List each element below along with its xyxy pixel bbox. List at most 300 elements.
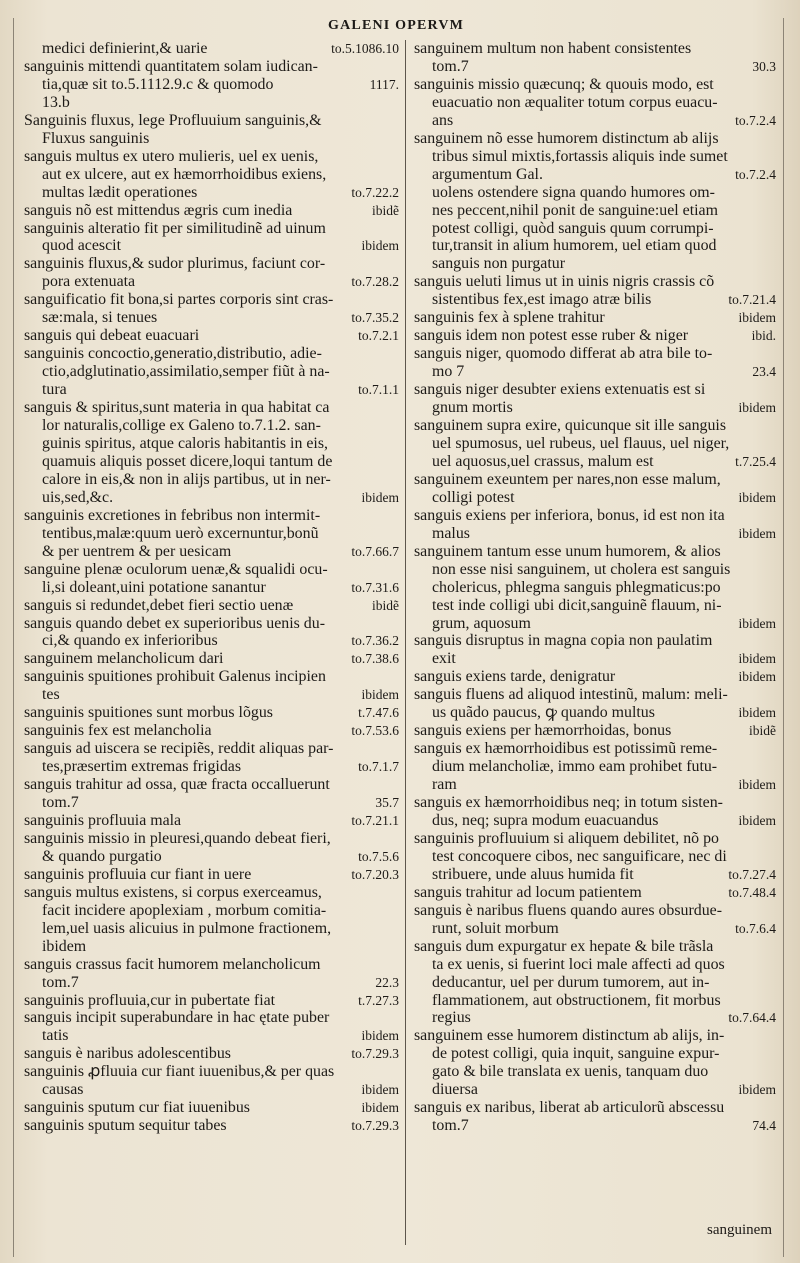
entry-reference: ibidem	[738, 400, 776, 416]
entry-text: causas	[42, 1081, 84, 1099]
entry-reference: to.7.35.2	[351, 310, 399, 326]
entry-reference: ibidem	[738, 812, 776, 828]
entry-text: sanguinis excretiones in febribus non intermit-	[24, 506, 321, 524]
index-line	[414, 399, 776, 417]
entry-reference	[393, 561, 399, 579]
entry-reference	[770, 471, 776, 489]
index-entry	[24, 1045, 399, 1063]
index-entry	[24, 58, 399, 112]
entry-text: sanguis è naribus fluens quando aures obsurdue-	[414, 901, 723, 919]
entry-reference	[770, 686, 776, 704]
entry-reference: to.7.21.1	[351, 812, 399, 828]
entry-text: potest colligi, quòd sanguis quum corrumpi-	[432, 219, 714, 237]
index-line	[24, 1081, 399, 1099]
entry-text: tom.7	[42, 794, 79, 812]
entry-text: sanguis nõ est mittendus ægris cum inedia	[24, 201, 293, 219]
entry-reference	[770, 902, 776, 920]
entry-text: exit	[432, 650, 456, 668]
entry-reference	[770, 632, 776, 650]
index-line	[414, 507, 776, 525]
entry-text: sanguinis mittendi quantitatem solam iudican-	[24, 57, 318, 75]
index-line	[414, 920, 776, 938]
index-line	[24, 40, 399, 58]
entry-text: sanguinis fluxus,& sudor plurimus, faciunt cor-	[24, 255, 326, 273]
index-line	[414, 740, 776, 758]
index-entry	[414, 417, 776, 471]
entry-text: deducantur, uel per durum tumorem, aut in-	[432, 973, 710, 991]
index-entry	[414, 507, 776, 543]
index-line	[24, 686, 399, 704]
index-line	[24, 579, 399, 597]
entry-text: & quando purgatio	[42, 847, 162, 865]
entry-reference	[770, 435, 776, 453]
entry-text: dium melancholiæ, immo eam prohibet futu-	[432, 758, 718, 776]
index-entry	[414, 830, 776, 884]
running-title: GALENI OPERVM	[328, 18, 465, 33]
index-column-left	[24, 40, 399, 1253]
index-line	[414, 381, 776, 399]
entry-reference	[393, 668, 399, 686]
index-line	[414, 58, 776, 76]
entry-reference	[770, 40, 776, 58]
index-entry	[24, 1117, 399, 1135]
index-entry	[414, 471, 776, 507]
index-entry	[24, 399, 399, 507]
index-line	[24, 435, 399, 453]
entry-reference	[770, 202, 776, 220]
index-line	[414, 758, 776, 776]
entry-reference	[393, 920, 399, 938]
entry-text: aut ex ulcere, aut ex hæmorrhoidibus exiens,	[42, 165, 327, 183]
entry-text: sanguis non purgatur	[432, 255, 565, 273]
index-line	[24, 1117, 399, 1135]
entry-text: sanguinis alteratio fit per similitudinẽ ad uinum	[24, 219, 326, 237]
index-entry	[24, 668, 399, 704]
index-line	[24, 507, 399, 525]
entry-reference: to.7.64.4	[728, 1010, 776, 1026]
entry-text: sanguis fluens ad aliquod intestinũ, malum: meli-	[414, 686, 728, 704]
entry-reference: to.7.48.4	[728, 884, 776, 900]
index-line	[24, 650, 399, 668]
entry-reference: to.7.27.4	[728, 866, 776, 882]
index-entry	[414, 543, 776, 633]
index-line	[24, 166, 399, 184]
entry-text: sanguinem supra exire, quicunque sit ille sanguis	[414, 417, 727, 435]
index-line	[414, 237, 776, 255]
entry-text: sanguis exiens per hæmorrhoidas, bonus	[414, 722, 672, 740]
entry-text: us quãdo paucus, ꝙ quando multus	[432, 704, 655, 722]
entry-text: sanguis qui debeat euacuari	[24, 327, 200, 345]
entry-reference	[393, 902, 399, 920]
index-column-right	[414, 40, 776, 1253]
index-entry	[24, 956, 399, 992]
entry-reference: ibidem	[361, 1028, 399, 1044]
index-line	[414, 615, 776, 633]
entry-reference: to.7.38.6	[351, 651, 399, 667]
index-line	[24, 974, 399, 992]
entry-text: pora extenuata	[42, 273, 136, 291]
entry-text: ram	[432, 776, 457, 794]
entry-text: tatis	[42, 1027, 69, 1045]
entry-reference	[393, 740, 399, 758]
index-line	[414, 489, 776, 507]
index-line	[414, 668, 776, 686]
index-line	[414, 650, 776, 668]
index-line	[414, 202, 776, 220]
index-entry	[24, 40, 399, 58]
index-line	[24, 1063, 399, 1081]
entry-reference	[393, 615, 399, 633]
index-line	[24, 489, 399, 507]
index-line	[24, 758, 399, 776]
entry-reference: to.7.31.6	[351, 579, 399, 595]
entry-text: sanguis trahitur ad ossa, quæ fracta occalluerunt	[24, 776, 330, 794]
index-line	[414, 1027, 776, 1045]
entry-reference	[770, 956, 776, 974]
index-line	[24, 309, 399, 327]
entry-text: sanguis ad uiscera se recipiẽs, reddit aliquas par-	[24, 740, 334, 758]
index-line	[414, 184, 776, 202]
index-line	[24, 76, 399, 94]
index-line	[24, 453, 399, 471]
entry-text: sanguis & spiritus,sunt materia in qua habitat ca	[24, 399, 330, 417]
entry-text: sanguis exiens per inferiora, bonus, id est non ita	[414, 506, 725, 524]
entry-reference	[770, 1063, 776, 1081]
entry-text: & per uentrem & per uesicam	[42, 542, 232, 560]
entry-reference	[770, 345, 776, 363]
index-line	[414, 686, 776, 704]
entry-reference: to.7.2.4	[735, 166, 776, 182]
index-line	[24, 291, 399, 309]
entry-reference	[770, 417, 776, 435]
index-line	[414, 722, 776, 740]
index-line	[414, 543, 776, 561]
index-line	[24, 220, 399, 238]
entry-text: Sanguinis fluxus, lege Profluuium sanguinis,&	[24, 111, 322, 129]
entry-text: sanguis disruptus in magna copia non paulatim	[414, 632, 713, 650]
index-line	[24, 381, 399, 399]
entry-text: sanguis ex hæmorrhoidibus neq; in totum sisten-	[414, 794, 723, 812]
entry-text: flammationem, aut obstructionem, fit morbus	[432, 991, 721, 1009]
index-line	[24, 902, 399, 920]
entry-reference	[770, 758, 776, 776]
index-entry	[24, 722, 399, 740]
entry-text: sanguinis sputum cur fiat iuuenibus	[24, 1099, 250, 1117]
entry-text: lem,uel uasis alicuius in pulmone fractionem,	[42, 919, 332, 937]
index-line	[414, 1081, 776, 1099]
index-line	[414, 76, 776, 94]
index-line	[24, 920, 399, 938]
entry-reference: ibidem	[738, 651, 776, 667]
entry-text: ctio,adglutinatio,assimilatio,semper fiũt à na-	[42, 363, 330, 381]
entry-text: sanguis crassus facit humorem melancholicum	[24, 955, 321, 973]
index-line	[414, 255, 776, 273]
entry-text: tia,quæ sit to.5.1112.9.c & quomodo	[42, 75, 274, 93]
entry-reference	[770, 507, 776, 525]
left-margin-rule	[13, 18, 14, 1257]
index-line	[24, 202, 399, 220]
entry-text: sanguinis missio quæcunq; & quouis modo, est	[414, 75, 714, 93]
index-line	[414, 1009, 776, 1027]
index-entry	[24, 202, 399, 220]
index-entry	[24, 1099, 399, 1117]
entry-reference: to.7.5.6	[358, 848, 399, 864]
index-line	[24, 94, 399, 112]
entry-reference	[393, 525, 399, 543]
entry-text: guinis spiritus, atque caloris habitantis in eis,	[42, 434, 328, 452]
index-entry	[414, 740, 776, 794]
index-line	[414, 435, 776, 453]
entry-reference	[393, 830, 399, 848]
index-entry	[24, 507, 399, 561]
index-line	[414, 812, 776, 830]
index-line	[24, 668, 399, 686]
index-line	[414, 130, 776, 148]
index-entry	[414, 794, 776, 830]
entry-reference	[770, 184, 776, 202]
index-line	[24, 866, 399, 884]
entry-reference	[393, 220, 399, 238]
entry-reference	[393, 1009, 399, 1027]
index-line	[414, 830, 776, 848]
index-line	[24, 345, 399, 363]
index-entry	[414, 722, 776, 740]
index-entry	[414, 309, 776, 327]
index-line	[414, 94, 776, 112]
entry-text: sanguis incipit superabundare in hac ętate puber	[24, 1009, 330, 1027]
index-entry	[24, 615, 399, 651]
index-line	[24, 58, 399, 76]
entry-reference	[393, 938, 399, 956]
index-line	[414, 1063, 776, 1081]
index-line	[414, 561, 776, 579]
entry-reference: ibidem	[361, 687, 399, 703]
entry-text: sanguis idem non potest esse ruber & niger	[414, 327, 689, 345]
index-entry	[24, 1009, 399, 1045]
entry-reference	[393, 1063, 399, 1081]
entry-text: lor naturalis,collige ex Galeno to.7.1.2. san-	[42, 417, 321, 435]
index-line	[414, 273, 776, 291]
index-entry	[414, 327, 776, 345]
entry-text: malus	[432, 524, 470, 542]
index-line	[414, 974, 776, 992]
entry-reference	[770, 848, 776, 866]
entry-text: tura	[42, 381, 67, 399]
entry-text: Fluxus sanguinis	[42, 129, 150, 147]
entry-reference: t.7.25.4	[735, 453, 776, 469]
entry-reference	[770, 938, 776, 956]
index-line	[24, 938, 399, 956]
entry-reference	[770, 597, 776, 615]
entry-reference	[393, 363, 399, 381]
index-entry	[414, 668, 776, 686]
entry-text: gnum mortis	[432, 399, 513, 417]
index-line	[24, 130, 399, 148]
entry-reference: ibidẽ	[749, 723, 776, 739]
entry-reference: to.7.66.7	[351, 543, 399, 559]
entry-reference	[393, 884, 399, 902]
entry-reference: ibidem	[361, 1082, 399, 1098]
entry-text: sanguis ex hæmorrhoidibus est potissimũ reme-	[414, 740, 718, 758]
entry-text: cholericus, phlegma sanguis phlegmaticus:po	[432, 578, 721, 596]
entry-text: ci,& quando ex inferioribus	[42, 632, 218, 650]
entry-text: gato & bile translata ex uenis, tanquam duo	[432, 1063, 709, 1081]
index-line	[414, 40, 776, 58]
index-entry	[24, 650, 399, 668]
index-entry	[414, 686, 776, 722]
entry-reference: 35.7	[375, 795, 399, 811]
entry-text: medici definierint,& uarie	[42, 40, 208, 57]
entry-text: de potest colligi, quia inquit, sanguine expur-	[432, 1045, 720, 1063]
entry-text: multas lædit operationes	[42, 183, 198, 201]
entry-reference	[770, 220, 776, 238]
entry-reference	[393, 112, 399, 130]
entry-reference	[393, 471, 399, 489]
index-entry	[24, 148, 399, 202]
entry-reference	[393, 399, 399, 417]
index-line	[24, 543, 399, 561]
index-line	[414, 1117, 776, 1135]
entry-text: sanguinem esse humorem distinctum ab alijs, in-	[414, 1027, 725, 1045]
entry-reference: t.7.47.6	[358, 705, 399, 721]
entry-text: calore in eis,& non in alijs partibus, ut in ner-	[42, 470, 331, 488]
entry-text: regius	[432, 1009, 471, 1027]
index-entry	[24, 220, 399, 256]
entry-reference: ibidem	[738, 1082, 776, 1098]
index-entry	[24, 597, 399, 615]
index-line	[24, 1009, 399, 1027]
entry-text: sanguis niger desubter exiens extenuatis est si	[414, 381, 706, 399]
entry-reference: ibidem	[361, 489, 399, 505]
entry-text: sanguinis profluuia mala	[24, 811, 182, 829]
catchword: sanguinem	[707, 1222, 772, 1238]
entry-text: sanguis è naribus adolescentibus	[24, 1045, 231, 1063]
entry-reference	[770, 94, 776, 112]
entry-reference	[393, 956, 399, 974]
index-line	[24, 417, 399, 435]
entry-text: test concoquere cibos, nec sanguificare, nec di	[432, 847, 727, 865]
column-divider	[405, 40, 406, 1245]
index-entry	[414, 632, 776, 668]
index-line	[24, 471, 399, 489]
index-entry	[24, 327, 399, 345]
index-line	[414, 525, 776, 543]
entry-text: sanguinis profluuia,cur in pubertate fiat	[24, 991, 276, 1009]
index-line	[24, 776, 399, 794]
entry-reference: ibidẽ	[372, 202, 399, 218]
index-line	[24, 992, 399, 1010]
index-line	[24, 704, 399, 722]
running-head	[0, 16, 800, 40]
entry-text: 13.b	[42, 93, 70, 111]
index-line	[24, 830, 399, 848]
entry-text: sanguinis profluuium si aliquem debilitet, nõ po	[414, 829, 719, 847]
index-line	[24, 561, 399, 579]
entry-text: tur,transit in alium humorem, uel etiam quod	[432, 237, 717, 255]
entry-text: sanguis si redundet,debet fieri sectio uenæ	[24, 596, 294, 614]
entry-text: sanguinem tantum esse unum humorem, & alios	[414, 542, 721, 560]
entry-text: sanguis niger, quomodo differat ab atra bile to-	[414, 345, 713, 363]
entry-reference: ibidem	[738, 525, 776, 541]
index-line	[414, 794, 776, 812]
entry-text: sæ:mala, si tenues	[42, 309, 158, 327]
index-line	[24, 884, 399, 902]
index-entry	[414, 130, 776, 184]
index-line	[414, 345, 776, 363]
index-entry	[414, 76, 776, 130]
index-line	[414, 848, 776, 866]
entry-reference	[770, 579, 776, 597]
index-line	[414, 417, 776, 435]
entry-reference: ibidem	[738, 777, 776, 793]
index-line	[24, 363, 399, 381]
index-entry	[414, 273, 776, 309]
index-line	[414, 938, 776, 956]
entry-reference: to.7.28.2	[351, 274, 399, 290]
entry-text: ta ex uenis, si fuerint loci male affecti ad quos	[432, 955, 725, 973]
entry-text: sanguinem exeuntem per nares,non esse malum,	[414, 470, 721, 488]
entry-reference	[770, 794, 776, 812]
entry-reference	[770, 974, 776, 992]
entry-reference: ibidem	[738, 489, 776, 505]
entry-reference: to.7.1.7	[358, 759, 399, 775]
index-entry	[24, 812, 399, 830]
entry-text: ans	[432, 111, 454, 129]
entry-text: euacuatio non æqualiter totum corpus euacu-	[432, 93, 718, 111]
index-line	[414, 704, 776, 722]
entry-reference: t.7.27.3	[358, 992, 399, 1008]
index-line	[24, 740, 399, 758]
entry-reference: ibidẽ	[372, 597, 399, 613]
entry-reference	[770, 1099, 776, 1117]
index-entry	[24, 291, 399, 327]
index-line	[414, 471, 776, 489]
entry-text: mo 7	[432, 363, 465, 381]
entry-reference	[393, 166, 399, 184]
index-line	[414, 309, 776, 327]
entry-reference	[393, 453, 399, 471]
entry-text: sanguine plenæ oculorum uenæ,& squalidi ocu-	[24, 560, 328, 578]
index-line	[414, 579, 776, 597]
index-entry	[414, 902, 776, 938]
entry-reference	[770, 148, 776, 166]
entry-reference	[770, 1027, 776, 1045]
entry-reference: ibidem	[738, 669, 776, 685]
entry-text: uel aquosus,uel crassus, malum est	[432, 452, 654, 470]
index-line	[24, 1045, 399, 1063]
index-line	[414, 220, 776, 238]
index-line	[24, 956, 399, 974]
index-entry	[24, 255, 399, 291]
index-entry	[414, 938, 776, 1028]
entry-text: sanguinis spuitiones prohibuit Galenus incipien	[24, 668, 326, 686]
index-entry	[414, 381, 776, 417]
entry-text: sanguinis ꝓfluuia cur fiant iuuenibus,& per quas	[24, 1063, 335, 1081]
entry-text: non esse nisi sanguinem, ut cholera est sanguis	[432, 560, 731, 578]
entry-text: stribuere, unde aluus humida fit	[432, 865, 634, 883]
entry-reference: to.7.1.1	[358, 382, 399, 398]
entry-reference	[393, 417, 399, 435]
entry-reference	[393, 255, 399, 273]
entry-reference: ibidem	[738, 615, 776, 631]
entry-reference: ibidem	[738, 705, 776, 721]
index-line	[414, 597, 776, 615]
index-entry	[414, 40, 776, 76]
entry-reference: 30.3	[752, 58, 776, 74]
entry-reference: to.7.6.4	[735, 920, 776, 936]
index-line	[24, 812, 399, 830]
index-line	[24, 255, 399, 273]
